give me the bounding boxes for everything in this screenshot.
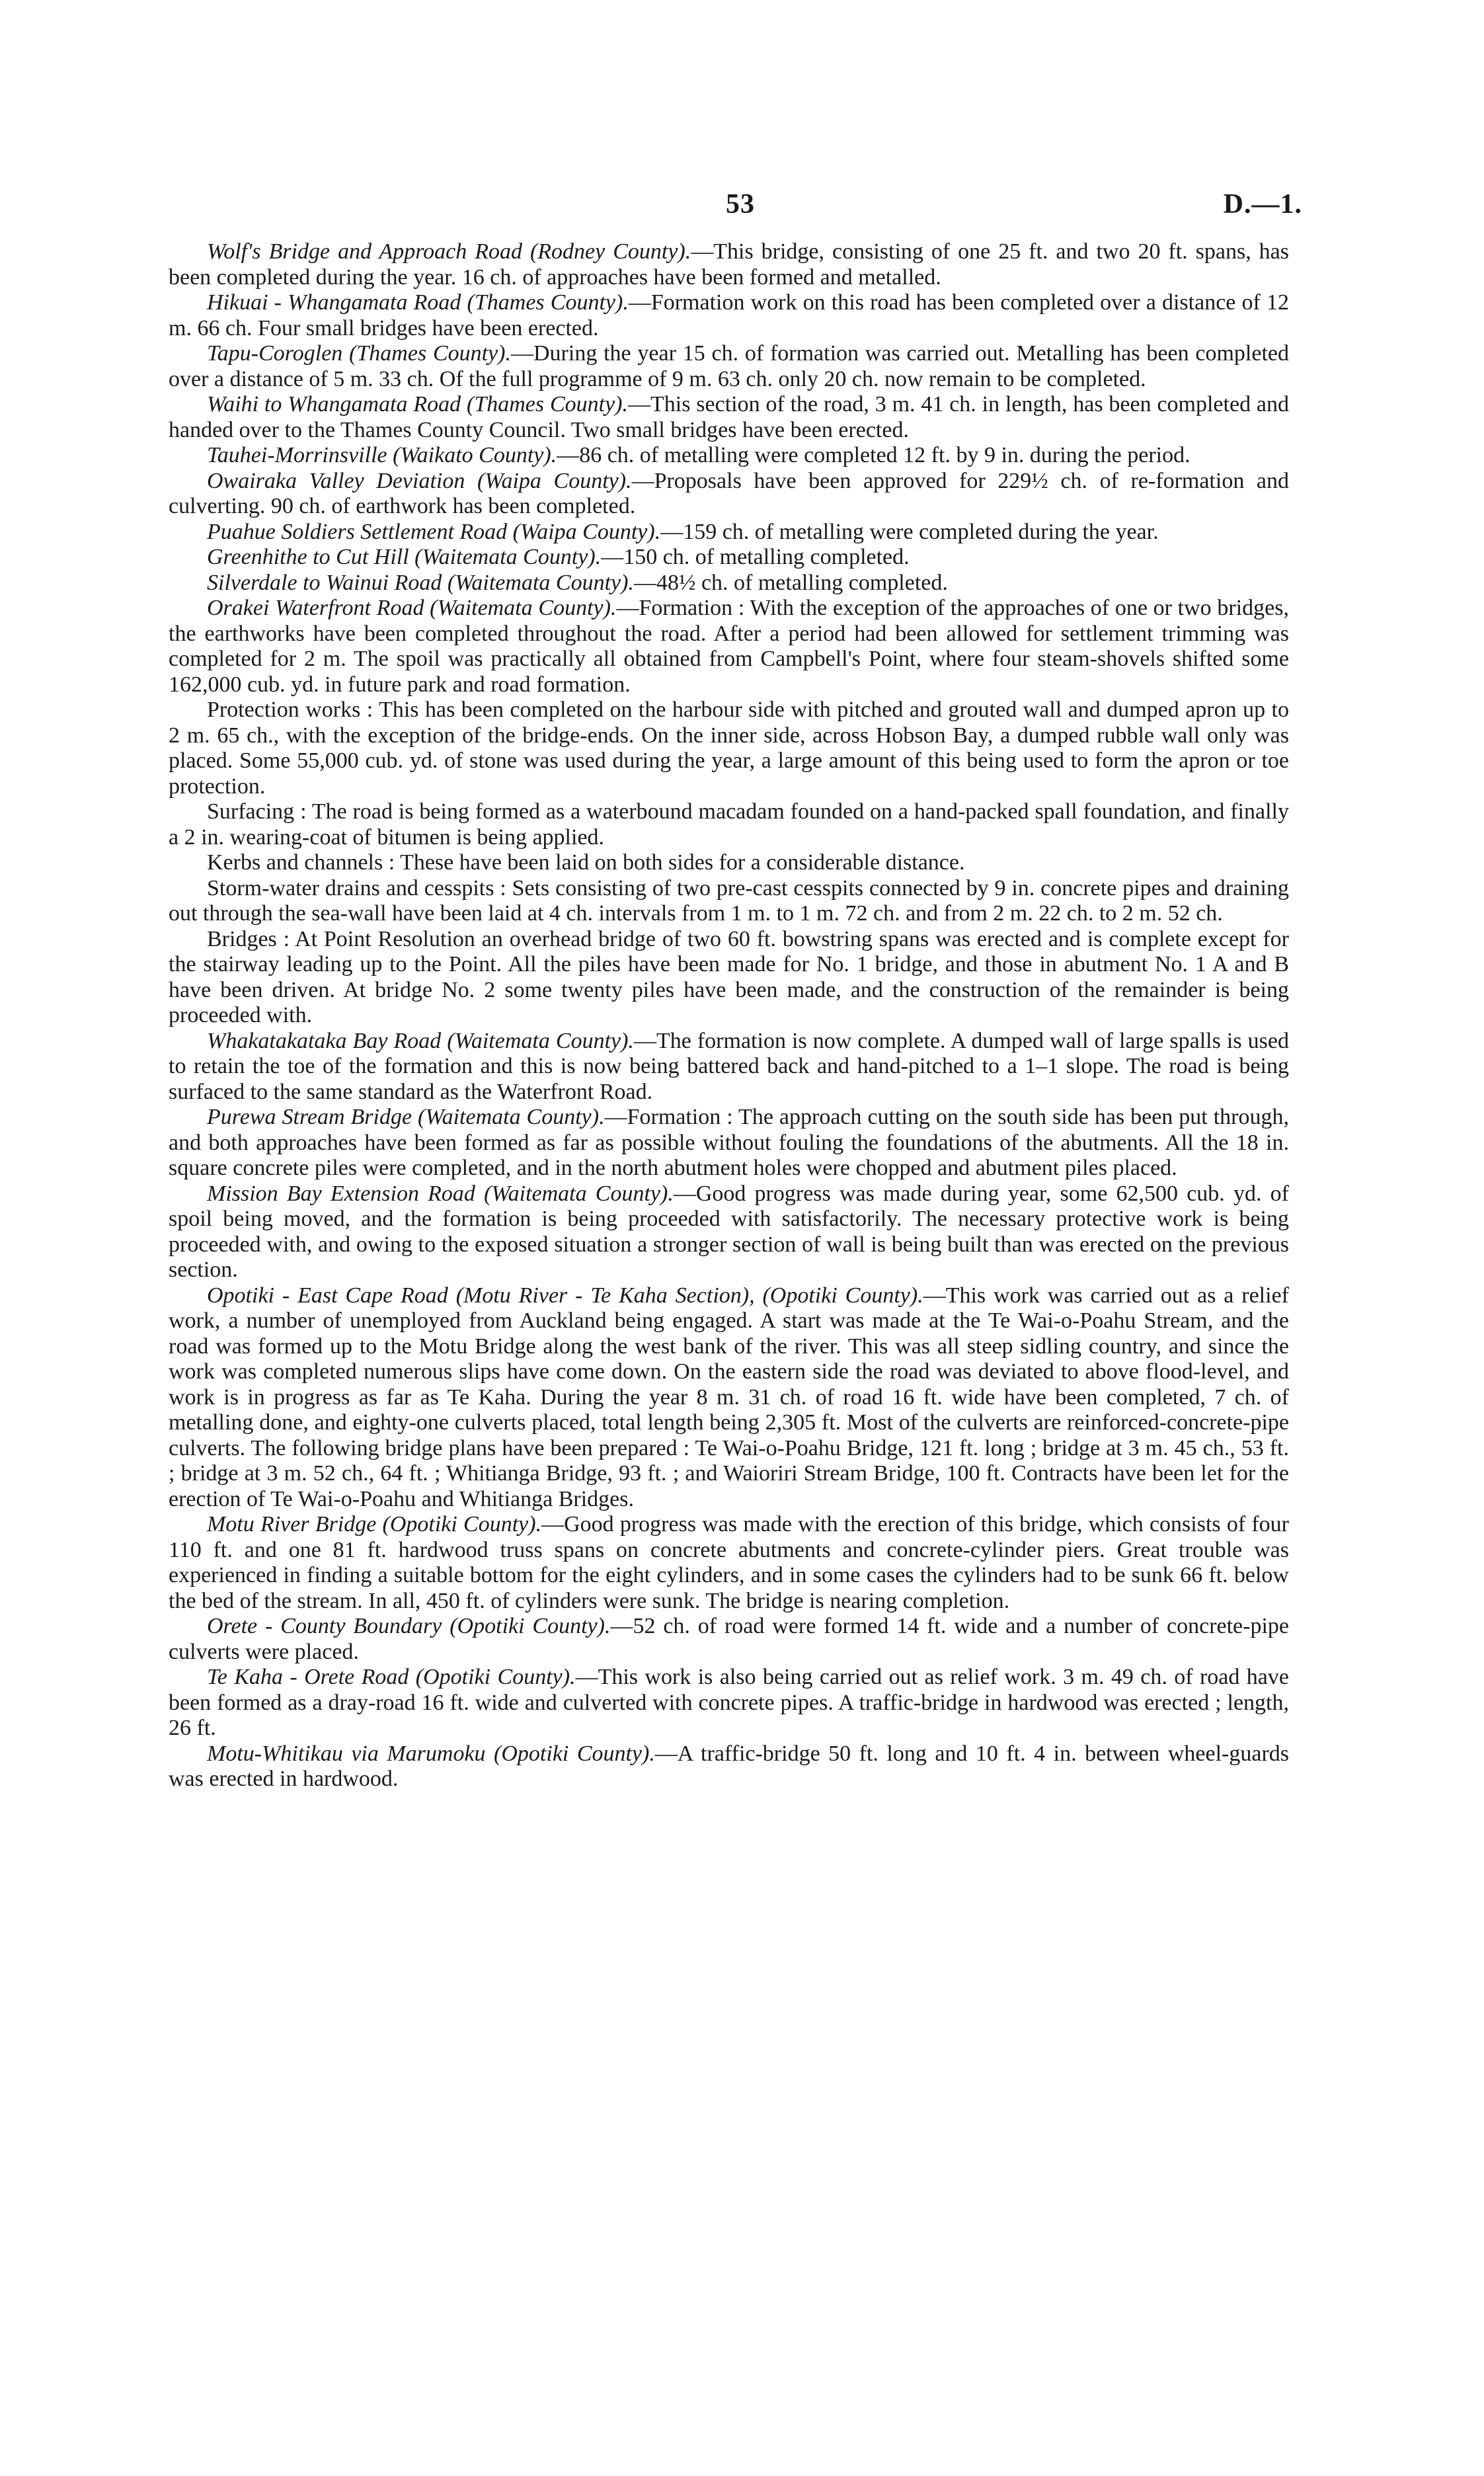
paragraph-heading: Silverdale to Wainui Road (Waitemata County). (207, 570, 634, 595)
paragraph (169, 1105, 1289, 1181)
paragraph-text: —159 ch. of metalling were completed during the year. (660, 519, 1159, 544)
paragraph (169, 1665, 1289, 1741)
paragraph-text: —Good progress was made with the erection of this bridge, which consists of four 110 ft. and one 81 ft. hardwood truss spans on concrete abutments and concrete-cylinder piers. Great trouble was experienced in finding a suitable bottom for the eight cylinders, and in some cases the cylinders had to be sunk 66 ft. below the bed of the stream. In all, 450 ft. of cylinders were sunk. The bridge is nearing completion. (169, 1512, 1289, 1613)
paragraph-text: —This section of the road, 3 m. 41 ch. in length, has been completed and handed over to the Thames County Council. Two small bridges have been erected. (169, 392, 1289, 442)
paragraph-text: —This work is also being carried out as relief work. 3 m. 49 ch. of road have been formed as a dray-road 16 ft. wide and culverted with concrete pipes. A traffic-bridge in hardwood was erected ; length, 26 ft. (169, 1665, 1289, 1740)
paragraph-heading: Te Kaha - Orete Road (Opotiki County). (207, 1665, 576, 1689)
paragraph-text: —Proposals have been approved for 229½ ch. of re-formation and culverting. 90 ch. of earthwork has been completed. (169, 468, 1290, 518)
paragraph (169, 239, 1289, 290)
paragraph-text: Kerbs and channels : These have been laid on both sides for a considerable distance. (207, 850, 965, 875)
paragraph-text: —Formation work on this road has been completed over a distance of 12 m. 66 ch. Four small bridges have been erected. (169, 290, 1289, 340)
paragraph-heading: Greenhithe to Cut Hill (Waitemata County). (207, 545, 602, 569)
paragraph-heading: Puahue Soldiers Settlement Road (Waipa County). (207, 519, 661, 544)
paragraph-heading: Orakei Waterfront Road (Waitemata County). (207, 596, 617, 620)
paragraph-text: Storm-water drains and cesspits : Sets consisting of two pre-cast cesspits connected by 9 in. concrete pipes and draining out through the sea-wall have been laid at 4 ch. intervals from 1 m. to 1 m. 72 ch. and from 2 m. 22 ch. to 2 m. 52 ch. (169, 875, 1289, 926)
paragraph (169, 520, 1289, 545)
paragraph (169, 290, 1289, 341)
paragraph-text: —During the year 15 ch. of formation was carried out. Metalling has been completed over a distance of 5 m. 33 ch. Of the full programme of 9 m. 63 ch. only 20 ch. now remain to be completed. (169, 341, 1289, 391)
page-number: 53 (726, 189, 755, 220)
paragraph (169, 927, 1289, 1029)
paragraph-text: —The formation is now complete. A dumped wall of large spalls is used to retain the toe of the formation and this is now being battered back and hand-pitched to a 1–1 slope. The road is being surfaced to the same standard as the Waterfront Road. (169, 1028, 1289, 1104)
paragraph-heading: Motu-Whitikau via Marumoku (Opotiki County). (207, 1741, 655, 1766)
paragraph (169, 1181, 1289, 1283)
document-reference: D.—1. (1223, 189, 1302, 220)
paragraph-text: —52 ch. of road were formed 14 ft. wide and a number of concrete-pipe culverts were placed. (169, 1614, 1290, 1664)
paragraph (169, 1029, 1289, 1105)
paragraph (169, 1283, 1289, 1513)
paragraph-heading: Tapu-Coroglen (Thames County). (207, 341, 511, 366)
paragraph-text: Bridges : At Point Resolution an overhead bridge of two 60 ft. bowstring spans was erected and is complete except for the stairway leading up to the Point. All the piles have been made for No. 1 bridge, and those in abutment No. 1 A and B have been driven. At bridge No. 2 some twenty piles have been made, and the construction of the remainder is being proceeded with. (169, 926, 1289, 1027)
body-text (169, 239, 1289, 1792)
paragraph (169, 799, 1289, 850)
paragraph-text: —48½ ch. of metalling completed. (633, 570, 948, 595)
paragraph-heading: Mission Bay Extension Road (Waitemata County). (207, 1181, 674, 1206)
paragraph-heading: Wolf's Bridge and Approach Road (Rodney County). (207, 239, 691, 264)
paragraph-heading: Waihi to Whangamata Road (Thames County). (207, 392, 628, 417)
paragraph (169, 698, 1289, 799)
paragraph-heading: Whakatakataka Bay Road (Waitemata County). (207, 1028, 634, 1053)
paragraph-heading: Tauhei-Morrinsville (Waikato County). (207, 443, 557, 467)
paragraph (169, 1512, 1289, 1614)
paragraph (169, 1741, 1289, 1792)
paragraph-heading: Owairaka Valley Deviation (Waipa County). (207, 468, 632, 493)
paragraph-heading: Opotiki - East Cape Road (Motu River - Te Kaha Section), (Opotiki County). (207, 1283, 923, 1308)
paragraph (169, 876, 1289, 927)
paragraph-text: —This work was carried out as a relief work, a number of unemployed from Auckland being engaged. A start was made at the Te Wai-o-Poahu Stream, and the road was formed up to the Motu Bridge along the west bank of the river. This was all steep sidling country, and since the work was completed numerous slips have come down. On the eastern side the road was deviated to above flood-level, and work is in progress as far as Te Kaha. During the year 8 m. 31 ch. of road 16 ft. wide have been completed, 7 ch. of metalling done, and eighty-one culverts placed, total length being 2,305 ft. Most of the culverts are reinforced-concrete-pipe culverts. The following bridge plans have been prepared : Te Wai-o-Poahu Bridge, 121 ft. long ; bridge at 3 m. 45 ch., 53 ft. ; bridge at 3 m. 52 ch., 64 ft. ; Whitianga Bridge, 93 ft. ; and Waioriri Stream Bridge, 100 ft. Contracts have been let for the erection of Te Wai-o-Poahu and Whitianga Bridges. (169, 1283, 1289, 1511)
paragraph-text: —150 ch. of metalling completed. (601, 545, 910, 569)
paragraph-text: —86 ch. of metalling were completed 12 ft. by 9 in. during the period. (557, 443, 1191, 467)
paragraph (169, 341, 1289, 392)
paragraph-heading: Hikuai - Whangamata Road (Thames County). (207, 290, 629, 315)
paragraph-text: —Good progress was made during year, some 62,500 cub. yd. of spoil being moved, and the formation is being proceeded with satisfactorily. The necessary protective work is being proceeded with, and owing to the exposed situation a stronger section of wall is being built than was erected on the previous section. (169, 1181, 1289, 1282)
paragraph-text: —This bridge, consisting of one 25 ft. and two 20 ft. spans, has been completed during the year. 16 ch. of approaches have been formed and metalled. (169, 239, 1289, 290)
paragraph-text: —Formation : With the exception of the approaches of one or two bridges, the earthworks have been completed throughout the road. After a period had been allowed for settlement trimming was completed for 2 m. The spoil was practically all obtained from Campbell's Point, where four steam-shovels shifted some 162,000 cub. yd. in future park and road formation. (169, 596, 1289, 697)
paragraph-heading: Purewa Stream Bridge (Waitemata County). (207, 1105, 605, 1129)
paragraph-text: Surfacing : The road is being formed as a waterbound macadam founded on a hand-packed spall foundation, and finally a 2 in. wearing-coat of bitumen is being applied. (169, 799, 1289, 850)
paragraph-text: —Formation : The approach cutting on the south side has been put through, and both approaches have been formed as far as possible without fouling the foundations of the abutments. All the 18 in. square concrete piles were completed, and in the north abutment holes were chopped and abutment piles placed. (169, 1105, 1289, 1180)
paragraph-text: —A traffic-bridge 50 ft. long and 10 ft. 4 in. between wheel-guards was erected in hardwood. (169, 1741, 1290, 1791)
paragraph (169, 1614, 1289, 1665)
paragraph-heading: Orete - County Boundary (Opotiki County). (207, 1614, 611, 1638)
paragraph (169, 545, 1289, 571)
paragraph (169, 469, 1289, 520)
paragraph (169, 596, 1289, 698)
paragraph (169, 850, 1289, 876)
paragraph-heading: Motu River Bridge (Opotiki County). (207, 1512, 542, 1537)
paragraph (169, 392, 1289, 443)
paragraph (169, 443, 1289, 469)
paragraph (169, 571, 1289, 596)
paragraph-text: Protection works : This has been completed on the harbour side with pitched and grouted wall and dumped apron up to 2 m. 65 ch., with the exception of the bridge-ends. On the inner side, across Hobson Bay, a dumped rubble wall only was placed. Some 55,000 cub. yd. of stone was used during the year, a large amount of this being used to form the apron or toe protection. (169, 698, 1289, 799)
